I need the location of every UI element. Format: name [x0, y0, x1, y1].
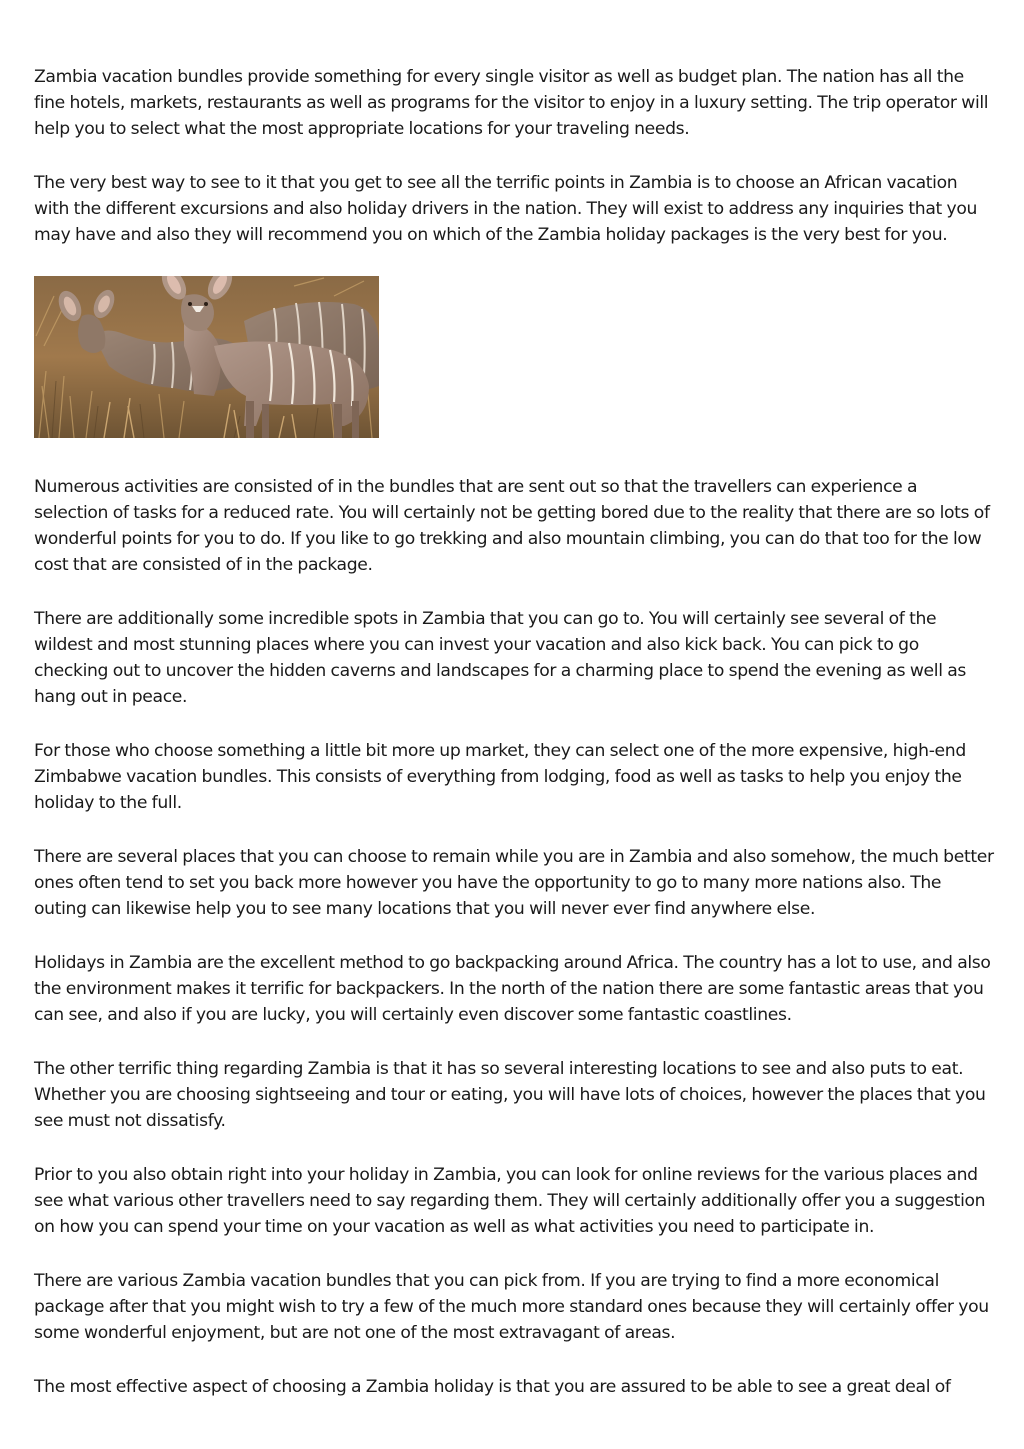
paragraph: Zambia vacation bundles provide something for every single visitor as well as budget plan. The nation has all the fine hotels, markets, restaurants as well as programs for the visitor to enjoy in a luxury setting. The trip operator will help you to select what the most appropriate locations for your traveling needs.	[34, 67, 989, 139]
kudu-image	[34, 276, 379, 438]
paragraph: Holidays in Zambia are the excellent method to go backpacking around Africa. The country has a lot to use, and also the environment makes it terrific for backpackers. In the north of the nation there are some fantastic areas that you can see, and also if you are lucky, you will certainly even discover some fantastic coastlines.	[34, 953, 991, 1025]
kudu-photo	[34, 276, 379, 438]
paragraph: The most effective aspect of choosing a Zambia holiday is that you are assured to be able to see a great deal of	[34, 1377, 951, 1397]
paragraph: The very best way to see to it that you get to see all the terrific points in Zambia is to choose an African vacation with the different excursions and also holiday drivers in the nation. They will exist to address any inquiries that you may have and also they will recommend you on which of the Zambia holiday packages is the very best for you.	[34, 173, 978, 245]
paragraph: The other terrific thing regarding Zambia is that it has so several interesting locations to see and also puts to eat. Whether you are choosing sightseeing and tour or eating, you will have lots of choices, however the places that you see must not dissatisfy.	[34, 1059, 986, 1131]
article	[34, 64, 994, 1428]
paragraph: Numerous activities are consisted of in the bundles that are sent out so that the travellers can experience a selection of tasks for a reduced rate. You will certainly not be getting bored due to the reality that there are so lots of wonderful points for you to do. If you like to go trekking and also mountain climbing, you can do that too for the low cost that are consisted of in the package.	[34, 477, 990, 575]
paragraph: There are additionally some incredible spots in Zambia that you can go to. You will certainly see several of the wildest and most stunning places where you can invest your vacation and also kick back. You can pick to go checking out to uncover the hidden caverns and landscapes for a charming place to spend the evening as well as hang out in peace.	[34, 609, 967, 707]
paragraph: For those who choose something a little bit more up market, they can select one of the more expensive, high-end Zimbabwe vacation bundles. This consists of everything from lodging, food as well as tasks to help you enjoy the holiday to the full.	[34, 741, 966, 813]
paragraph: There are various Zambia vacation bundles that you can pick from. If you are trying to find a more economical package after that you might wish to try a few of the much more standard ones because they will certainly offer you some wonderful enjoyment, but are not one of the most extravagant of areas.	[34, 1271, 989, 1343]
paragraph: There are several places that you can choose to remain while you are in Zambia and also somehow, the much better ones often tend to set you back more however you have the opportunity to go to many more nations also. The outing can likewise help you to see many locations that you will never ever find anywhere else.	[34, 847, 994, 919]
paragraph: Prior to you also obtain right into your holiday in Zambia, you can look for online reviews for the various places and see what various other travellers need to say regarding them. They will certainly additionally offer you a suggestion on how you can spend your time on your vacation as well as what activities you need to participate in.	[34, 1165, 986, 1237]
